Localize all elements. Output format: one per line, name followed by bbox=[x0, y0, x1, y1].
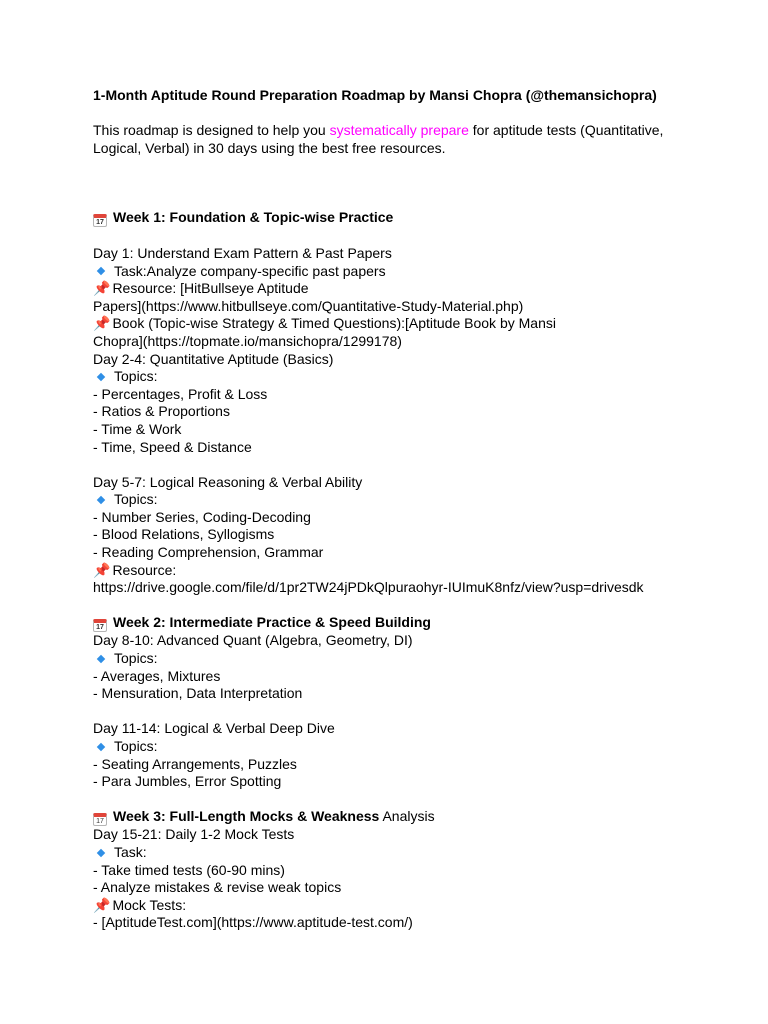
week2-day8-10: Day 8-10: Advanced Quant (Algebra, Geometry, DI) bbox=[93, 632, 413, 649]
week1-resource2-label: 📌 Resource: bbox=[93, 561, 177, 578]
week3-day15-21: Day 15-21: Daily 1-2 Mock Tests bbox=[93, 826, 295, 843]
week1-heading: 17 Week 1: Foundation & Topic-wise Practice bbox=[93, 209, 693, 227]
week3-heading: 17 Week 3: Full-Length Mocks & Weakness Analysis bbox=[93, 808, 693, 826]
list-item: - Seating Arrangements, Puzzles bbox=[93, 755, 297, 772]
list-item: - Para Jumbles, Error Spotting bbox=[93, 773, 282, 790]
blue-diamond-icon bbox=[97, 267, 105, 275]
calendar-icon: 17 bbox=[93, 813, 107, 826]
week2-topics-label-2: Topics: bbox=[93, 738, 693, 756]
week3-mock-link: - [AptitudeTest.com](https://www.aptitude-test.com/) bbox=[93, 914, 413, 931]
list-item: - Reading Comprehension, Grammar bbox=[93, 544, 324, 561]
week1-resource2-url: https://drive.google.com/file/d/1pr2TW24jPDkQlpuraohyr-IUImuK8nfz/view?usp=drivesdk bbox=[93, 579, 644, 596]
week1-resource-line-1: 📌 Resource: [HitBullseye Aptitude bbox=[93, 280, 309, 297]
week1-topics-label-2: Topics: bbox=[93, 491, 693, 509]
pushpin-icon: 📌 bbox=[93, 315, 111, 332]
pushpin-icon: 📌 bbox=[93, 896, 111, 913]
week1-book-line-2: Chopra](https://topmate.io/mansichopra/1299178) bbox=[93, 332, 402, 349]
week2-day11-14: Day 11-14: Logical & Verbal Deep Dive bbox=[93, 720, 335, 737]
blue-diamond-icon bbox=[97, 849, 105, 857]
week3-task-label: Task: bbox=[93, 844, 693, 862]
list-item: - Averages, Mixtures bbox=[93, 667, 221, 684]
list-item: - Percentages, Profit & Loss bbox=[93, 385, 268, 402]
week3-mock-label: 📌 Mock Tests: bbox=[93, 896, 187, 913]
week1-day5-7: Day 5-7: Logical Reasoning & Verbal Ability bbox=[93, 473, 363, 490]
intro-line-1: This roadmap is designed to help you systematically prepare for aptitude tests (Quantitative, bbox=[93, 122, 664, 139]
blue-diamond-icon bbox=[97, 655, 105, 663]
blue-diamond-icon bbox=[97, 743, 105, 751]
week1-day2-4: Day 2-4: Quantitative Aptitude (Basics) bbox=[93, 350, 334, 367]
list-item: - Time, Speed & Distance bbox=[93, 438, 252, 455]
week1-resource-line-2: Papers](https://www.hitbullseye.com/Quantitative-Study-Material.php) bbox=[93, 297, 524, 314]
intro-line-2: Logical, Verbal) in 30 days using the best free resources. bbox=[93, 139, 446, 156]
pushpin-icon: 📌 bbox=[93, 561, 111, 578]
list-item: - Mensuration, Data Interpretation bbox=[93, 685, 303, 702]
intro-highlight: systematically prepare bbox=[329, 122, 469, 139]
blue-diamond-icon bbox=[97, 496, 105, 504]
document-body bbox=[93, 87, 693, 932]
list-item: - Number Series, Coding-Decoding bbox=[93, 508, 311, 525]
list-item: - Time & Work bbox=[93, 420, 182, 437]
list-item: - Analyze mistakes & revise weak topics bbox=[93, 879, 342, 896]
pushpin-icon: 📌 bbox=[93, 280, 111, 297]
document-title: 1-Month Aptitude Round Preparation Roadmap by Mansi Chopra (@themansichopra) bbox=[93, 87, 657, 103]
blue-diamond-icon bbox=[97, 373, 105, 381]
week2-topics-label: Topics: bbox=[93, 650, 693, 668]
list-item: - Blood Relations, Syllogisms bbox=[93, 526, 275, 543]
week1-book-line-1: 📌 Book (Topic-wise Strategy & Timed Questions):[Aptitude Book by Mansi bbox=[93, 315, 556, 332]
list-item: - Ratios & Proportions bbox=[93, 403, 230, 420]
calendar-icon: 17 bbox=[93, 619, 107, 632]
list-item: - Take timed tests (60-90 mins) bbox=[93, 861, 285, 878]
week1-day1: Day 1: Understand Exam Pattern & Past Papers bbox=[93, 244, 392, 261]
week2-heading: 17 Week 2: Intermediate Practice & Speed Building bbox=[93, 614, 693, 632]
week1-task: Task:Analyze company-specific past papers bbox=[93, 263, 693, 281]
calendar-icon: 17 bbox=[93, 214, 107, 227]
week1-topics-label: Topics: bbox=[93, 368, 693, 386]
